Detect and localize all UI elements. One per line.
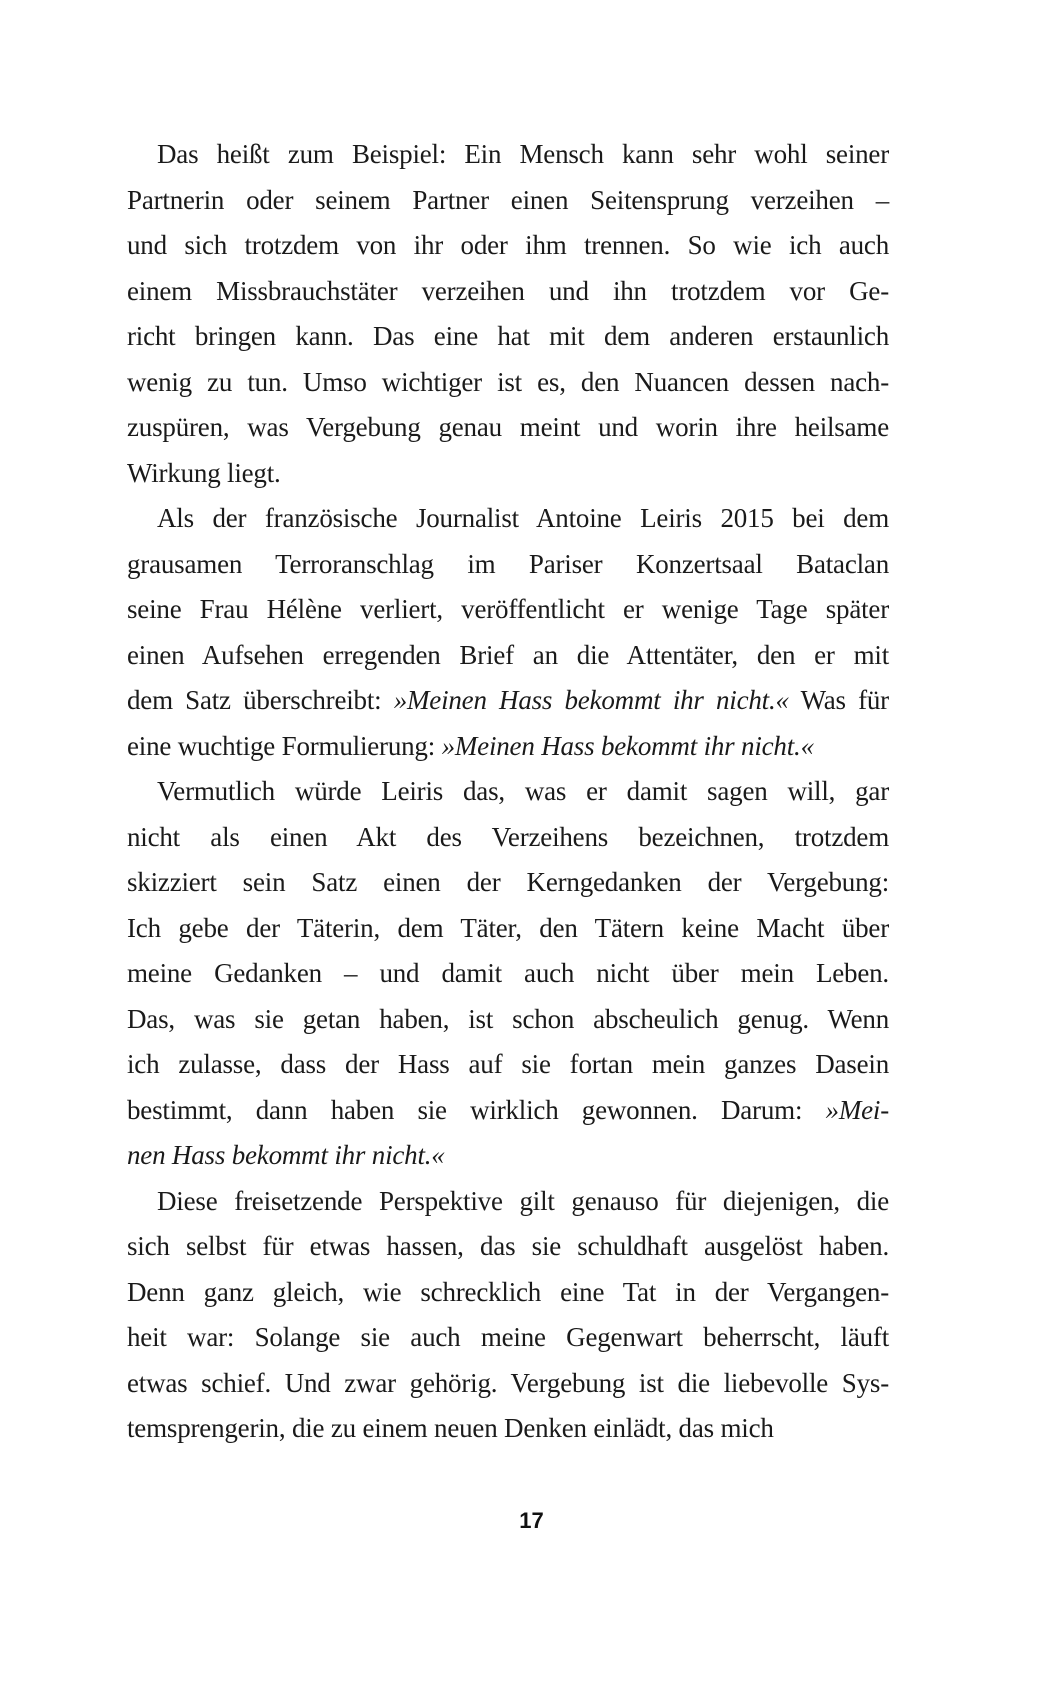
text-segment: Partnerin oder seinem Partner einen Seitensprung verzeihen –	[127, 184, 889, 215]
text-line	[127, 815, 889, 861]
text-segment: etwas schief. Und zwar gehörig. Vergebung ist die liebevolle Sys-	[127, 1367, 889, 1398]
text-segment: Wirkung liegt.	[127, 457, 281, 488]
paragraph	[127, 132, 889, 496]
text-line	[127, 405, 889, 451]
text-segment: einem Missbrauchstäter verzeihen und ihn trotzdem vor Ge-	[127, 275, 889, 306]
text-segment: ich zulasse, dass der Hass auf sie fortan mein ganzes Dasein	[127, 1049, 889, 1079]
text-line	[127, 269, 889, 315]
italic-quote: »Mei-	[825, 1094, 889, 1125]
text-segment: Das, was sie getan haben, ist schon abscheulich genug. Wenn	[127, 1003, 889, 1034]
text-segment: Diese freisetzende Perspektive gilt genauso für diejenigen, die	[157, 1185, 889, 1216]
page-number: 17	[519, 1508, 544, 1533]
text-segment: Als der französische Journalist Antoine Leiris 2015 bei dem	[157, 503, 889, 533]
text-segment: und sich trotzdem von ihr oder ihm trennen. So wie ich auch	[127, 230, 889, 260]
text-line	[127, 132, 889, 178]
text-segment: dem Satz überschreibt:	[127, 685, 394, 715]
text-segment: bestimmt, dann haben sie wirklich gewonnen. Darum:	[127, 1094, 826, 1125]
text-line	[127, 178, 889, 224]
text-line	[127, 951, 889, 997]
italic-quote: nen Hass bekommt ihr nicht.«	[127, 1140, 445, 1170]
text-segment: seine Frau Hélène verliert, veröffentlicht er wenige Tage später	[127, 594, 889, 624]
text-line	[127, 1042, 889, 1088]
text-segment: eine wuchtige Formulierung:	[127, 730, 442, 761]
text-segment: Was für	[788, 685, 889, 715]
text-line	[127, 587, 889, 633]
text-segment: heit war: Solange sie auch meine Gegenwart beherrscht, läuft	[127, 1322, 889, 1352]
text-line	[127, 451, 889, 497]
text-line	[127, 542, 889, 588]
paragraph	[127, 769, 889, 1179]
text-line	[127, 1088, 889, 1134]
text-segment: grausamen Terroranschlag im Pariser Konzertsaal Bataclan	[127, 548, 889, 579]
text-line	[127, 860, 889, 906]
text-line	[127, 1179, 889, 1225]
text-segment: skizziert sein Satz einen der Kerngedanken der Vergebung:	[127, 867, 889, 897]
text-line	[127, 1224, 889, 1270]
text-line	[127, 678, 889, 724]
text-segment: nicht als einen Akt des Verzeihens bezeichnen, trotzdem	[127, 821, 889, 852]
text-segment: meine Gedanken – und damit auch nicht über mein Leben.	[127, 958, 889, 988]
text-segment: Das heißt zum Beispiel: Ein Mensch kann sehr wohl seiner	[157, 139, 889, 169]
body-text	[127, 132, 889, 1452]
text-segment: Ich gebe der Täterin, dem Täter, den Tätern keine Macht über	[127, 912, 889, 943]
text-line	[127, 1406, 889, 1452]
italic-quote: »Meinen Hass bekommt ihr nicht.«	[393, 685, 789, 715]
text-segment: zuspüren, was Vergebung genau meint und worin ihre heilsame	[127, 412, 889, 442]
text-line	[127, 223, 889, 269]
text-line	[127, 906, 889, 952]
text-line	[127, 1315, 889, 1361]
text-segment: sich selbst für etwas hassen, das sie schuldhaft ausgelöst haben.	[127, 1231, 889, 1261]
paragraph	[127, 1179, 889, 1452]
text-line	[127, 997, 889, 1043]
text-segment: einen Aufsehen erregenden Brief an die Attentäter, den er mit	[127, 639, 889, 670]
text-segment: temsprengerin, die zu einem neuen Denken einlädt, das mich	[127, 1413, 774, 1443]
text-segment: richt bringen kann. Das eine hat mit dem anderen erstaunlich	[127, 321, 889, 351]
text-line	[127, 496, 889, 542]
text-line	[127, 633, 889, 679]
paragraph	[127, 496, 889, 769]
text-line	[127, 1270, 889, 1316]
text-line	[127, 360, 889, 406]
text-segment: Denn ganz gleich, wie schrecklich eine Tat in der Vergangen-	[127, 1276, 889, 1307]
italic-quote: »Meinen Hass bekommt ihr nicht.«	[441, 730, 814, 761]
text-segment: wenig zu tun. Umso wichtiger ist es, den Nuancen dessen nach-	[127, 366, 889, 397]
text-line	[127, 724, 889, 770]
text-line	[127, 1133, 889, 1179]
text-line	[127, 769, 889, 815]
text-line	[127, 314, 889, 360]
text-segment: Vermutlich würde Leiris das, was er damit sagen will, gar	[157, 776, 889, 806]
text-line	[127, 1361, 889, 1407]
